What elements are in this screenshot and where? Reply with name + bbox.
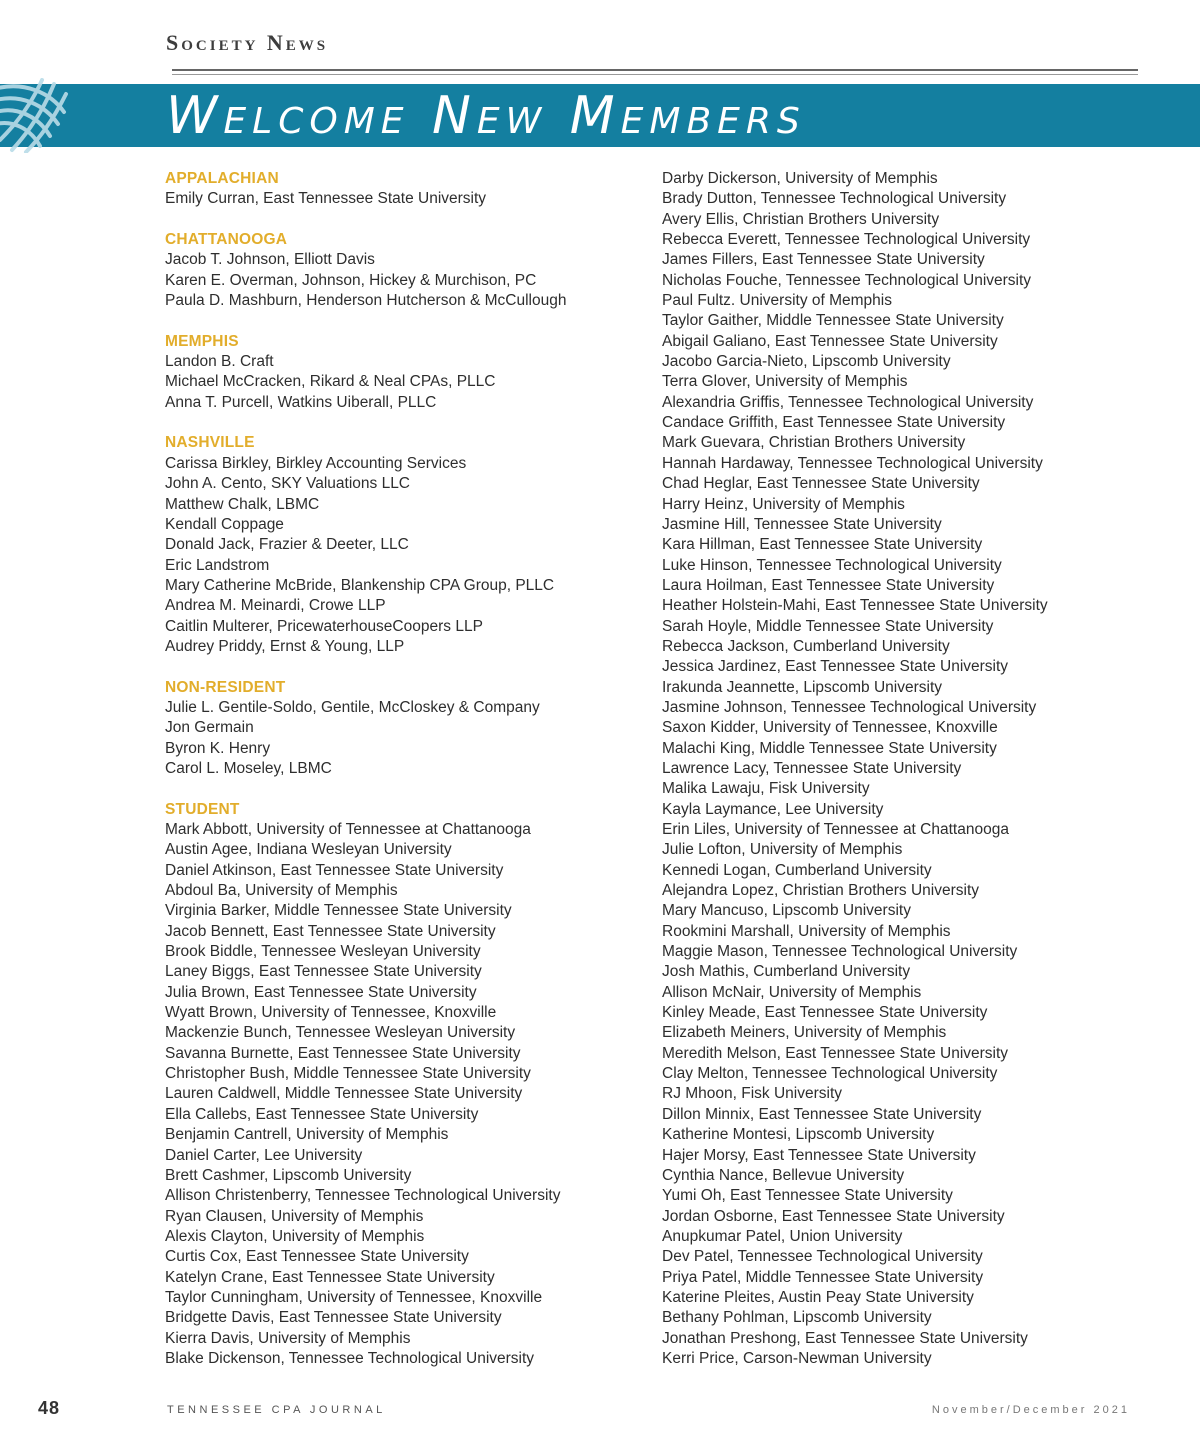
member-entry: Brett Cashmer, Lipscomb University [165,1166,412,1184]
member-entry: Meredith Melson, East Tennessee State University [662,1044,1009,1062]
member-entry: Mark Abbott, University of Tennessee at Chattanooga [165,821,531,838]
member-entry: Jacob T. Johnson, Elliott Davis [165,251,375,269]
issue-date: November/December 2021 [931,1404,1130,1416]
member-entry: Michael McCracken, Rikard & Neal CPAs, PLLC [165,373,496,391]
member-entry: Darby Dickerson, University of Memphis [662,170,938,187]
chapter-group [165,332,635,413]
header-rule-thin [172,74,1138,75]
member-entry: Rebecca Jackson, Cumberland University [662,637,950,655]
member-entry: Kayla Laymance, Lee University [662,800,884,818]
section-label: Society News [166,30,329,55]
member-entry: Benjamin Cantrell, University of Memphis [165,1126,449,1144]
chapter-heading: APPALACHIAN [165,170,279,187]
member-entry: Cynthia Nance, Bellevue University [662,1166,905,1184]
member-entry: Hajer Morsy, East Tennessee State University [662,1146,976,1164]
member-entry: Candace Griffith, East Tennessee State University [662,414,1006,432]
member-entry: Avery Ellis, Christian Brothers University [662,210,940,228]
member-entry: Emily Curran, East Tennessee State University [165,190,487,208]
member-entry: Ryan Clausen, University of Memphis [165,1207,424,1225]
member-entry: Daniel Atkinson, East Tennessee State University [165,861,504,879]
member-entry: Bridgette Davis, East Tennessee State University [165,1309,502,1327]
member-entry: Erin Liles, University of Tennessee at Chattanooga [662,821,1009,838]
member-entry: Lawrence Lacy, Tennessee State University [662,759,962,777]
member-entry: Wyatt Brown, University of Tennessee, Knoxville [165,1004,497,1022]
member-entry: Yumi Oh, East Tennessee State University [662,1187,953,1205]
member-entry: Austin Agee, Indiana Wesleyan University [165,841,452,859]
member-entry: Jacobo Garcia-Nieto, Lipscomb University [662,353,951,371]
member-entry: Paula D. Mashburn, Henderson Hutcherson & McCullough [165,292,567,310]
member-entry: Laney Biggs, East Tennessee State University [165,963,482,981]
member-entry: Jon Germain [165,719,254,737]
member-entry: Karen E. Overman, Johnson, Hickey & Murchison, PC [165,271,537,289]
member-entry: Ella Callebs, East Tennessee State University [165,1105,479,1123]
member-entry: Julie L. Gentile-Soldo, Gentile, McCloskey & Company [165,698,540,716]
member-entry: Kierra Davis, University of Memphis [165,1329,411,1347]
member-entry: Katherine Montesi, Lipscomb University [662,1126,935,1144]
member-entry: Clay Melton, Tennessee Technological University [662,1065,998,1083]
member-entry: Brady Dutton, Tennessee Technological University [662,190,1007,208]
member-entry: Julie Lofton, University of Memphis [662,841,903,859]
chapter-heading: NASHVILLE [165,434,255,452]
member-entry: Malachi King, Middle Tennessee State University [662,739,997,757]
member-entry: Dev Patel, Tennessee Technological University [662,1248,983,1266]
chapter-group [165,169,635,210]
member-entry: Lauren Caldwell, Middle Tennessee State University [165,1085,523,1103]
member-entry: Matthew Chalk, LBMC [165,495,320,513]
member-entry: Jasmine Hill, Tennessee State University [662,515,942,533]
member-entry: Dillon Minnix, East Tennessee State University [662,1105,982,1123]
left-member-column [165,169,635,1390]
member-entry: Kinley Meade, East Tennessee State University [662,1004,988,1022]
member-entry: Mary Mancuso, Lipscomb University [662,902,911,920]
member-entry: Carissa Birkley, Birkley Accounting Services [165,454,467,472]
journal-name: TENNESSEE CPA JOURNAL [167,1404,386,1416]
member-entry: Mackenzie Bunch, Tennessee Wesleyan University [165,1024,516,1042]
member-entry: Heather Holstein-Mahi, East Tennessee State University [662,597,1048,615]
member-entry: Katerine Pleites, Austin Peay State University [662,1288,974,1306]
woven-knot-logo-icon [0,78,76,153]
member-entry: Mark Guevara, Christian Brothers University [662,434,966,452]
chapter-heading: MEMPHIS [165,332,239,350]
member-entry: Alexandria Griffis, Tennessee Technological University [662,393,1034,411]
member-entry: Andrea M. Meinardi, Crowe LLP [165,597,386,615]
member-entry: Katelyn Crane, East Tennessee State University [165,1268,495,1286]
member-entry: James Fillers, East Tennessee State University [662,251,985,269]
right-member-column [662,169,1132,1369]
member-entry: RJ Mhoon, Fisk University [662,1085,843,1103]
chapter-heading: NON-RESIDENT [165,678,286,696]
member-entry: Blake Dickenson, Tennessee Technological University [165,1349,535,1367]
member-entry: Harry Heinz, University of Memphis [662,495,905,513]
member-entry: Eric Landstrom [165,556,270,574]
member-entry: Anna T. Purcell, Watkins Uiberall, PLLC [165,393,437,411]
chapter-group [165,678,635,780]
member-entry: Audrey Priddy, Ernst & Young, LLP [165,637,405,655]
page-number: 48 [38,1398,61,1418]
member-entry: Elizabeth Meiners, University of Memphis [662,1024,947,1042]
member-entry: Caitlin Multerer, PricewaterhouseCoopers LLP [165,617,483,635]
chapter-group [165,800,635,1370]
member-entry: Abdoul Ba, University of Memphis [165,882,398,900]
member-entry: Mary Catherine McBride, Blankenship CPA Group, PLLC [165,576,555,594]
header-rule [172,69,1138,71]
member-entry: Sarah Hoyle, Middle Tennessee State University [662,617,994,635]
member-entry: Rookmini Marshall, University of Memphis [662,922,951,940]
member-entry: Kara Hillman, East Tennessee State University [662,536,983,554]
member-entry: Landon B. Craft [165,353,274,371]
member-entry: Curtis Cox, East Tennessee State University [165,1248,469,1266]
member-entry: Jessica Jardinez, East Tennessee State University [662,658,1009,676]
chapter-heading: CHATTANOOGA [165,231,288,249]
chapter-group [165,230,635,311]
member-entry: Alejandra Lopez, Christian Brothers University [662,882,980,900]
member-entry: Alexis Clayton, University of Memphis [165,1227,425,1245]
member-entry: Abigail Galiano, East Tennessee State University [662,332,998,350]
member-entry: Virginia Barker, Middle Tennessee State University [165,902,512,920]
member-entry: Donald Jack, Frazier & Deeter, LLC [165,536,409,554]
member-entry: Savanna Burnette, East Tennessee State University [165,1044,521,1062]
member-entry: Jacob Bennett, East Tennessee State University [165,922,496,940]
member-entry: Josh Mathis, Cumberland University [662,963,911,981]
member-entry: Hannah Hardaway, Tennessee Technological University [662,454,1043,472]
member-entry: Allison McNair, University of Memphis [662,983,922,1001]
member-entry: Paul Fultz. University of Memphis [662,292,892,310]
member-entry: Allison Christenberry, Tennessee Technological University [165,1187,561,1205]
member-entry: Carol L. Moseley, LBMC [165,759,332,777]
member-entry: Taylor Gaither, Middle Tennessee State University [662,312,1004,330]
member-entry: Daniel Carter, Lee University [165,1146,363,1164]
member-entry: Anupkumar Patel, Union University [662,1227,903,1245]
member-entry: Irakunda Jeannette, Lipscomb University [662,678,943,696]
member-entry: Priya Patel, Middle Tennessee State University [662,1268,984,1286]
member-entry: Kennedi Logan, Cumberland University [662,861,932,879]
member-entry: Jonathan Preshong, East Tennessee State University [662,1329,1028,1347]
member-entry: Taylor Cunningham, University of Tennessee, Knoxville [165,1288,543,1306]
title-banner [0,84,1200,147]
member-entry: Byron K. Henry [165,739,271,757]
member-entry: Christopher Bush, Middle Tennessee State University [165,1065,531,1083]
member-entry: Jordan Osborne, East Tennessee State University [662,1207,1005,1225]
member-entry: Malika Lawaju, Fisk University [662,780,870,798]
member-entry: Brook Biddle, Tennessee Wesleyan University [165,943,481,961]
page-title: Welcome New Members [166,86,806,146]
member-entry: Kerri Price, Carson-Newman University [662,1349,932,1367]
member-entry: Rebecca Everett, Tennessee Technological University [662,231,1031,249]
member-entry: Bethany Pohlman, Lipscomb University [662,1309,932,1327]
member-entry: John A. Cento, SKY Valuations LLC [165,475,411,493]
member-entry: Luke Hinson, Tennessee Technological University [662,556,1002,574]
member-entry: Jasmine Johnson, Tennessee Technological University [662,698,1037,716]
member-entry: Maggie Mason, Tennessee Technological University [662,943,1018,961]
member-entry: Kendall Coppage [165,515,284,533]
member-entry: Saxon Kidder, University of Tennessee, Knoxville [662,719,998,737]
chapter-group [165,433,635,657]
member-entry: Nicholas Fouche, Tennessee Technological University [662,271,1032,289]
member-entry: Laura Hoilman, East Tennessee State University [662,576,995,594]
chapter-heading: STUDENT [165,800,240,818]
member-entry: Chad Heglar, East Tennessee State University [662,475,980,493]
member-entry: Julia Brown, East Tennessee State University [165,983,477,1001]
member-entry: Terra Glover, University of Memphis [662,373,908,391]
